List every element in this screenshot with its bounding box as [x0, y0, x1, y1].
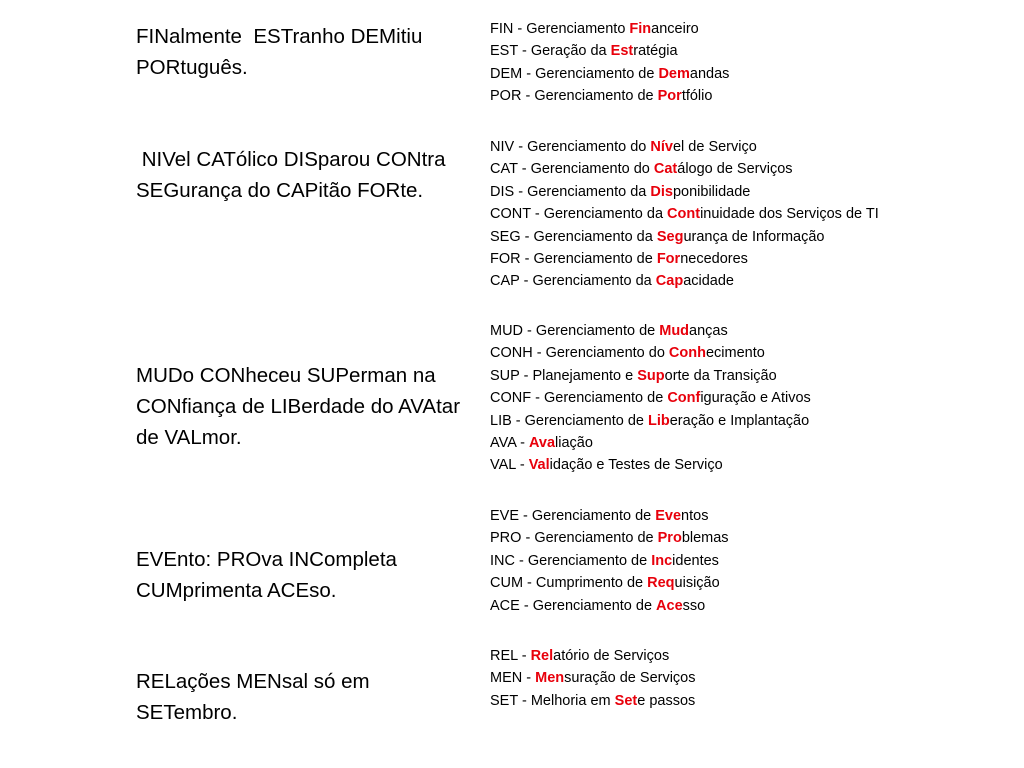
list-item: SET - Melhoria em Sete passos	[490, 692, 696, 709]
list-item: VAL - Validação e Testes de Serviço	[490, 457, 723, 474]
mnemonic-service-design: NIVel CATólico DISparou CONtra SEGurança do CAPitão FORte.	[136, 148, 452, 202]
list-item: MEN - Mensuração de Serviços	[490, 670, 696, 687]
list-item: CAP - Gerenciamento da Capacidade	[490, 273, 734, 290]
list-item: ACE - Gerenciamento de Acesso	[490, 597, 706, 614]
list-finance	[490, 18, 1020, 108]
list-item: CONF - Gerenciamento de Configuração e Ativos	[490, 390, 811, 407]
list-item: INC - Gerenciamento de Incidentes	[490, 552, 719, 569]
list-item: MUD - Gerenciamento de Mudanças	[490, 323, 728, 339]
mnemonic-service-operation: EVEnto: PROva INCompleta CUMprimenta ACEso.	[136, 548, 403, 602]
mnemonic-finance: FINalmente ESTranho DEMitiu PORtuguês.	[136, 25, 429, 79]
list-item: FIN - Gerenciamento Financeiro	[490, 21, 699, 37]
list-item: DIS - Gerenciamento da Disponibilidade	[490, 183, 751, 200]
list-item: SUP - Planejamento e Suporte da Transição	[490, 367, 777, 384]
list-item: FOR - Gerenciamento de Fornecedores	[490, 251, 748, 268]
mnemonic-service-transition: MUDo CONheceu SUPerman na CONfiança de LIBerdade do AVAtar de VALmor.	[136, 364, 466, 449]
mnemonic-continual-improvement: RELações MENsal só em SETembro.	[136, 670, 376, 724]
list-item: REL - Relatório de Serviços	[490, 648, 670, 664]
list-item: CUM - Cumprimento de Requisição	[490, 575, 720, 592]
list-item: SEG - Gerenciamento da Segurança de Informação	[490, 228, 825, 245]
list-item: EST - Geração da Estratégia	[490, 43, 678, 60]
list-item: CONT - Gerenciamento da Continuidade dos Serviços de TI	[490, 206, 879, 223]
list-item: EVE - Gerenciamento de Eventos	[490, 508, 709, 524]
list-continual-improvement	[490, 645, 1020, 712]
list-item: CONH - Gerenciamento do Conhecimento	[490, 345, 765, 362]
list-item: LIB - Gerenciamento de Liberação e Implantação	[490, 412, 810, 429]
list-service-design	[490, 136, 1020, 293]
list-service-transition	[490, 320, 1020, 477]
list-item: NIV - Gerenciamento do Nível de Serviço	[490, 139, 757, 155]
list-item: POR - Gerenciamento de Portfólio	[490, 88, 713, 105]
list-item: PRO - Gerenciamento de Problemas	[490, 530, 729, 547]
list-item: AVA - Avaliação	[490, 435, 593, 452]
list-item: CAT - Gerenciamento do Catálogo de Serviços	[490, 161, 793, 178]
list-service-operation	[490, 505, 1020, 617]
list-item: DEM - Gerenciamento de Demandas	[490, 65, 730, 82]
